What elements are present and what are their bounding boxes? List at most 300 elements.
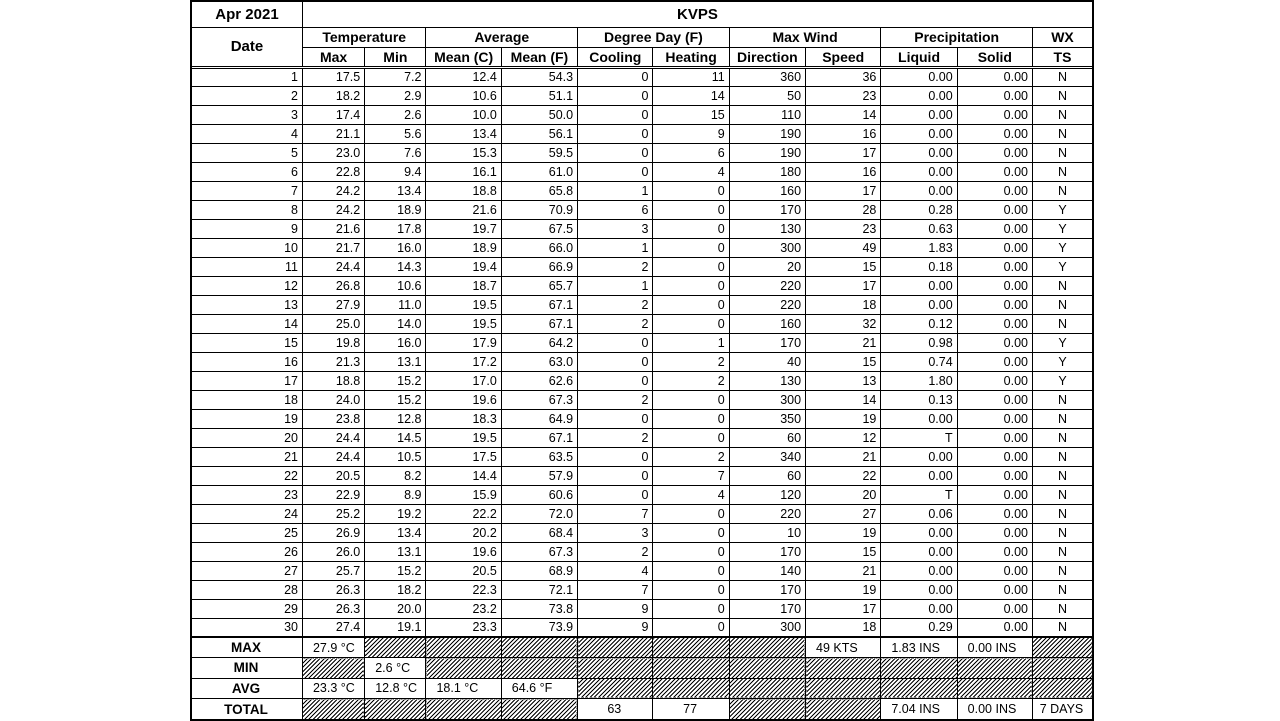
wind-speed-cell: 19 xyxy=(806,409,881,428)
mean-f-cell: 67.1 xyxy=(501,428,577,447)
ts-cell: N xyxy=(1032,542,1092,561)
cooling-cell: 0 xyxy=(578,447,653,466)
temp-min-cell: 5.6 xyxy=(365,124,426,143)
mean-c-cell: 23.3 xyxy=(426,618,501,637)
total-liquid: 7.04 INS xyxy=(881,699,957,720)
liquid-header: Liquid xyxy=(881,47,957,67)
solid-cell: 0.00 xyxy=(957,390,1032,409)
table-row xyxy=(192,390,1092,409)
cooling-cell: 0 xyxy=(578,371,653,390)
hatched-cell xyxy=(426,637,501,658)
ts-cell: N xyxy=(1032,618,1092,637)
hatched-cell xyxy=(957,678,1032,699)
mean-f-cell: 66.9 xyxy=(501,257,577,276)
temp-min-cell: 14.5 xyxy=(365,428,426,447)
total-summary-label: TOTAL xyxy=(192,699,302,720)
ts-cell: N xyxy=(1032,314,1092,333)
date-cell: 6 xyxy=(192,162,302,181)
table-row xyxy=(192,276,1092,295)
temp-min-cell: 8.2 xyxy=(365,466,426,485)
max-liquid: 1.83 INS xyxy=(881,637,957,658)
mean-f-cell: 67.3 xyxy=(501,390,577,409)
temp-max-cell: 19.8 xyxy=(302,333,364,352)
max-temp-max: 27.9 °C xyxy=(302,637,364,658)
temp-max-cell: 25.2 xyxy=(302,504,364,523)
temp-min-cell: 10.5 xyxy=(365,447,426,466)
wind-direction-cell: 170 xyxy=(729,542,805,561)
date-cell: 28 xyxy=(192,580,302,599)
table-row xyxy=(192,295,1092,314)
date-cell: 29 xyxy=(192,599,302,618)
heating-cell: 14 xyxy=(653,86,729,105)
temp-min-cell: 13.1 xyxy=(365,542,426,561)
temp-min-cell: 11.0 xyxy=(365,295,426,314)
wind-speed-cell: 27 xyxy=(806,504,881,523)
date-cell: 27 xyxy=(192,561,302,580)
temp-min-cell: 20.0 xyxy=(365,599,426,618)
mean-c-cell: 23.2 xyxy=(426,599,501,618)
cooling-cell: 3 xyxy=(578,523,653,542)
mean-c-cell: 10.6 xyxy=(426,86,501,105)
avg-summary-label: AVG xyxy=(192,678,302,699)
hatched-cell xyxy=(426,658,501,679)
mean-f-cell: 65.8 xyxy=(501,181,577,200)
temp-max-cell: 21.6 xyxy=(302,219,364,238)
liquid-cell: 0.00 xyxy=(881,447,957,466)
wind-speed-cell: 17 xyxy=(806,276,881,295)
cooling-cell: 1 xyxy=(578,181,653,200)
liquid-cell: 0.00 xyxy=(881,523,957,542)
liquid-cell: 0.00 xyxy=(881,67,957,86)
heating-cell: 15 xyxy=(653,105,729,124)
liquid-cell: 0.29 xyxy=(881,618,957,637)
heating-header: Heating xyxy=(653,47,729,67)
liquid-cell: 1.80 xyxy=(881,371,957,390)
cooling-cell: 7 xyxy=(578,504,653,523)
mean-c-cell: 17.5 xyxy=(426,447,501,466)
wind-speed-cell: 19 xyxy=(806,523,881,542)
date-cell: 13 xyxy=(192,295,302,314)
temp-min-cell: 18.9 xyxy=(365,200,426,219)
cooling-cell: 7 xyxy=(578,580,653,599)
wind-speed-cell: 16 xyxy=(806,124,881,143)
total-cooling: 63 xyxy=(578,699,653,720)
wind-speed-cell: 23 xyxy=(806,86,881,105)
mean-f-cell: 61.0 xyxy=(501,162,577,181)
mean-c-cell: 19.5 xyxy=(426,314,501,333)
total-heating: 77 xyxy=(653,699,729,720)
ts-cell: N xyxy=(1032,504,1092,523)
solid-cell: 0.00 xyxy=(957,143,1032,162)
wind-speed-cell: 20 xyxy=(806,485,881,504)
temp-max-cell: 27.9 xyxy=(302,295,364,314)
wind-direction-cell: 220 xyxy=(729,295,805,314)
wind-direction-cell: 40 xyxy=(729,352,805,371)
date-cell: 3 xyxy=(192,105,302,124)
heating-cell: 0 xyxy=(653,542,729,561)
solid-cell: 0.00 xyxy=(957,599,1032,618)
table-row xyxy=(192,542,1092,561)
heating-cell: 0 xyxy=(653,295,729,314)
table-row xyxy=(192,333,1092,352)
wind-direction-cell: 160 xyxy=(729,181,805,200)
liquid-cell: 0.00 xyxy=(881,124,957,143)
wind-direction-cell: 170 xyxy=(729,333,805,352)
heating-cell: 0 xyxy=(653,618,729,637)
wind-direction-cell: 160 xyxy=(729,314,805,333)
mean-f-cell: 56.1 xyxy=(501,124,577,143)
temp-min-cell: 19.1 xyxy=(365,618,426,637)
table-row xyxy=(192,466,1092,485)
temp-min-cell: 17.8 xyxy=(365,219,426,238)
liquid-cell: 0.00 xyxy=(881,86,957,105)
wind-speed-cell: 19 xyxy=(806,580,881,599)
hatched-cell xyxy=(578,678,653,699)
solid-cell: 0.00 xyxy=(957,67,1032,86)
cooling-cell: 4 xyxy=(578,561,653,580)
wind-direction-cell: 60 xyxy=(729,428,805,447)
liquid-cell: 0.00 xyxy=(881,295,957,314)
date-cell: 24 xyxy=(192,504,302,523)
summary-rows xyxy=(192,637,1092,719)
wind-speed-cell: 32 xyxy=(806,314,881,333)
solid-cell: 0.00 xyxy=(957,162,1032,181)
mean-c-cell: 15.9 xyxy=(426,485,501,504)
temp-max-cell: 26.3 xyxy=(302,599,364,618)
wind-direction-cell: 170 xyxy=(729,599,805,618)
cooling-cell: 1 xyxy=(578,238,653,257)
heating-cell: 0 xyxy=(653,238,729,257)
cooling-cell: 0 xyxy=(578,105,653,124)
cooling-cell: 9 xyxy=(578,599,653,618)
liquid-cell: 0.98 xyxy=(881,333,957,352)
hatched-cell xyxy=(501,637,577,658)
date-cell: 5 xyxy=(192,143,302,162)
ts-cell: Y xyxy=(1032,352,1092,371)
date-cell: 15 xyxy=(192,333,302,352)
liquid-cell: 0.00 xyxy=(881,143,957,162)
solid-cell: 0.00 xyxy=(957,447,1032,466)
solid-cell: 0.00 xyxy=(957,314,1032,333)
hatched-cell xyxy=(806,658,881,679)
date-cell: 8 xyxy=(192,200,302,219)
wind-speed-cell: 21 xyxy=(806,447,881,466)
temp-max-cell: 24.4 xyxy=(302,447,364,466)
wind-direction-cell: 220 xyxy=(729,504,805,523)
cooling-cell: 2 xyxy=(578,428,653,447)
wind-direction-cell: 220 xyxy=(729,276,805,295)
cooling-cell: 2 xyxy=(578,295,653,314)
mean-f-cell: 57.9 xyxy=(501,466,577,485)
table-row xyxy=(192,200,1092,219)
table-row xyxy=(192,143,1092,162)
hatched-cell xyxy=(806,699,881,720)
hatched-cell xyxy=(729,637,805,658)
total-ts-days: 7 DAYS xyxy=(1032,699,1092,720)
wind-speed-cell: 18 xyxy=(806,618,881,637)
wind-direction-cell: 110 xyxy=(729,105,805,124)
solid-header: Solid xyxy=(957,47,1032,67)
cooling-cell: 9 xyxy=(578,618,653,637)
direction-header: Direction xyxy=(729,47,805,67)
mean-f-cell: 73.8 xyxy=(501,599,577,618)
heating-cell: 0 xyxy=(653,219,729,238)
heating-cell: 0 xyxy=(653,314,729,333)
hatched-cell xyxy=(653,637,729,658)
solid-cell: 0.00 xyxy=(957,200,1032,219)
solid-cell: 0.00 xyxy=(957,542,1032,561)
ts-cell: N xyxy=(1032,447,1092,466)
cooling-cell: 3 xyxy=(578,219,653,238)
temp-min-cell: 14.3 xyxy=(365,257,426,276)
date-cell: 16 xyxy=(192,352,302,371)
mean-f-cell: 72.1 xyxy=(501,580,577,599)
cooling-cell: 0 xyxy=(578,333,653,352)
table-row xyxy=(192,67,1092,86)
cooling-cell: 2 xyxy=(578,257,653,276)
cooling-cell: 1 xyxy=(578,276,653,295)
ts-cell: N xyxy=(1032,599,1092,618)
mean-f-cell: 70.9 xyxy=(501,200,577,219)
avg-summary-row xyxy=(192,678,1092,699)
heating-cell: 0 xyxy=(653,599,729,618)
wind-direction-cell: 180 xyxy=(729,162,805,181)
mean-f-cell: 63.5 xyxy=(501,447,577,466)
liquid-cell: 0.63 xyxy=(881,219,957,238)
mean-f-cell: 54.3 xyxy=(501,67,577,86)
ts-cell: N xyxy=(1032,181,1092,200)
table-row xyxy=(192,371,1092,390)
table-row xyxy=(192,162,1092,181)
heating-cell: 0 xyxy=(653,561,729,580)
solid-cell: 0.00 xyxy=(957,409,1032,428)
mean-f-cell: 73.9 xyxy=(501,618,577,637)
temp-max-cell: 23.0 xyxy=(302,143,364,162)
date-cell: 26 xyxy=(192,542,302,561)
ts-cell: Y xyxy=(1032,219,1092,238)
wind-speed-cell: 14 xyxy=(806,105,881,124)
ts-cell: N xyxy=(1032,67,1092,86)
heating-cell: 0 xyxy=(653,200,729,219)
mean-c-cell: 19.4 xyxy=(426,257,501,276)
avg-mean-f: 64.6 °F xyxy=(501,678,577,699)
temp-max-cell: 24.2 xyxy=(302,181,364,200)
hatched-cell xyxy=(578,658,653,679)
temp-min-cell: 9.4 xyxy=(365,162,426,181)
mean-c-cell: 18.3 xyxy=(426,409,501,428)
heating-cell: 9 xyxy=(653,124,729,143)
avg-temp-min: 12.8 °C xyxy=(365,678,426,699)
solid-cell: 0.00 xyxy=(957,295,1032,314)
date-cell: 17 xyxy=(192,371,302,390)
temp-max-cell: 26.8 xyxy=(302,276,364,295)
ts-cell: N xyxy=(1032,390,1092,409)
heating-cell: 0 xyxy=(653,276,729,295)
mean-f-cell: 60.6 xyxy=(501,485,577,504)
max-wind-header: Max Wind xyxy=(729,27,881,47)
liquid-cell: 0.00 xyxy=(881,162,957,181)
max-solid: 0.00 INS xyxy=(957,637,1032,658)
liquid-cell: 0.74 xyxy=(881,352,957,371)
temp-max-cell: 24.4 xyxy=(302,257,364,276)
max-summary-row xyxy=(192,637,1092,658)
heating-cell: 11 xyxy=(653,67,729,86)
temp-max-cell: 20.5 xyxy=(302,466,364,485)
temp-max-cell: 24.0 xyxy=(302,390,364,409)
liquid-cell: T xyxy=(881,428,957,447)
mean-c-cell: 17.2 xyxy=(426,352,501,371)
temp-min-cell: 16.0 xyxy=(365,238,426,257)
solid-cell: 0.00 xyxy=(957,333,1032,352)
table-row xyxy=(192,105,1092,124)
hatched-cell xyxy=(729,658,805,679)
temp-min-cell: 12.8 xyxy=(365,409,426,428)
liquid-cell: 0.00 xyxy=(881,561,957,580)
mean-c-cell: 22.3 xyxy=(426,580,501,599)
solid-cell: 0.00 xyxy=(957,238,1032,257)
min-summary-label: MIN xyxy=(192,658,302,679)
temp-min-cell: 18.2 xyxy=(365,580,426,599)
liquid-cell: 0.00 xyxy=(881,580,957,599)
wind-speed-cell: 15 xyxy=(806,352,881,371)
solid-cell: 0.00 xyxy=(957,86,1032,105)
temp-max-cell: 17.5 xyxy=(302,67,364,86)
heating-cell: 4 xyxy=(653,485,729,504)
wx-header: WX xyxy=(1032,27,1092,47)
solid-cell: 0.00 xyxy=(957,276,1032,295)
temp-max-cell: 18.8 xyxy=(302,371,364,390)
cooling-cell: 0 xyxy=(578,124,653,143)
speed-header: Speed xyxy=(806,47,881,67)
mean-c-cell: 13.4 xyxy=(426,124,501,143)
max-wind-speed: 49 KTS xyxy=(806,637,881,658)
hatched-cell xyxy=(365,699,426,720)
liquid-cell: 0.00 xyxy=(881,466,957,485)
mean-f-cell: 59.5 xyxy=(501,143,577,162)
heating-cell: 0 xyxy=(653,504,729,523)
mean-c-cell: 18.7 xyxy=(426,276,501,295)
heating-cell: 1 xyxy=(653,333,729,352)
ts-cell: N xyxy=(1032,561,1092,580)
liquid-cell: 0.06 xyxy=(881,504,957,523)
hatched-cell xyxy=(578,637,653,658)
hatched-cell xyxy=(365,637,426,658)
temp-min-cell: 14.0 xyxy=(365,314,426,333)
wind-speed-cell: 15 xyxy=(806,542,881,561)
date-cell: 25 xyxy=(192,523,302,542)
temp-max-cell: 21.7 xyxy=(302,238,364,257)
date-cell: 20 xyxy=(192,428,302,447)
mean-c-cell: 19.7 xyxy=(426,219,501,238)
hatched-cell xyxy=(729,699,805,720)
station-id: KVPS xyxy=(302,2,1092,27)
table-row xyxy=(192,485,1092,504)
liquid-cell: 1.83 xyxy=(881,238,957,257)
temp-max-cell: 24.2 xyxy=(302,200,364,219)
wind-direction-cell: 340 xyxy=(729,447,805,466)
temp-min-cell: 8.9 xyxy=(365,485,426,504)
temp-max-cell: 25.0 xyxy=(302,314,364,333)
mean-f-cell: 51.1 xyxy=(501,86,577,105)
mean-c-cell: 19.6 xyxy=(426,542,501,561)
wind-direction-cell: 170 xyxy=(729,580,805,599)
min-summary-row xyxy=(192,658,1092,679)
hatched-cell xyxy=(501,658,577,679)
mean-c-cell: 15.3 xyxy=(426,143,501,162)
mean-c-cell: 20.2 xyxy=(426,523,501,542)
hatched-cell xyxy=(1032,658,1092,679)
mean-c-cell: 19.6 xyxy=(426,390,501,409)
hatched-cell xyxy=(653,658,729,679)
mean-f-cell: 62.6 xyxy=(501,371,577,390)
ts-cell: N xyxy=(1032,124,1092,143)
climate-report-table xyxy=(190,0,1094,721)
heating-cell: 2 xyxy=(653,371,729,390)
liquid-cell: 0.13 xyxy=(881,390,957,409)
liquid-cell: 0.00 xyxy=(881,409,957,428)
date-cell: 7 xyxy=(192,181,302,200)
ts-cell: N xyxy=(1032,162,1092,181)
table-row xyxy=(192,181,1092,200)
date-cell: 30 xyxy=(192,618,302,637)
temp-max-cell: 27.4 xyxy=(302,618,364,637)
wind-direction-cell: 130 xyxy=(729,371,805,390)
mean-f-cell: 65.7 xyxy=(501,276,577,295)
date-cell: 21 xyxy=(192,447,302,466)
wind-speed-cell: 16 xyxy=(806,162,881,181)
table-row xyxy=(192,124,1092,143)
wind-speed-cell: 23 xyxy=(806,219,881,238)
ts-cell: Y xyxy=(1032,238,1092,257)
temp-max-cell: 21.1 xyxy=(302,124,364,143)
date-cell: 19 xyxy=(192,409,302,428)
hatched-cell xyxy=(729,678,805,699)
table-row xyxy=(192,428,1092,447)
wind-speed-cell: 17 xyxy=(806,599,881,618)
solid-cell: 0.00 xyxy=(957,219,1032,238)
wind-speed-cell: 22 xyxy=(806,466,881,485)
mean-c-cell: 17.0 xyxy=(426,371,501,390)
date-header: Date xyxy=(192,27,302,67)
date-cell: 11 xyxy=(192,257,302,276)
mean-c-cell: 10.0 xyxy=(426,105,501,124)
hatched-cell xyxy=(653,678,729,699)
solid-cell: 0.00 xyxy=(957,371,1032,390)
degree-day-header: Degree Day (F) xyxy=(578,27,730,47)
ts-cell: N xyxy=(1032,105,1092,124)
solid-cell: 0.00 xyxy=(957,580,1032,599)
heating-cell: 6 xyxy=(653,143,729,162)
hatched-cell xyxy=(1032,637,1092,658)
wind-speed-cell: 36 xyxy=(806,67,881,86)
mean-f-cell: 68.9 xyxy=(501,561,577,580)
cooling-cell: 0 xyxy=(578,485,653,504)
ts-header: TS xyxy=(1053,48,1072,65)
date-cell: 12 xyxy=(192,276,302,295)
temp-min-cell: 13.4 xyxy=(365,523,426,542)
daily-rows xyxy=(192,67,1092,637)
wind-direction-cell: 360 xyxy=(729,67,805,86)
temp-min-cell: 7.6 xyxy=(365,143,426,162)
heating-cell: 2 xyxy=(653,352,729,371)
ts-cell: N xyxy=(1032,485,1092,504)
mean-f-cell: 68.4 xyxy=(501,523,577,542)
cooling-cell: 2 xyxy=(578,390,653,409)
date-cell: 1 xyxy=(192,67,302,86)
mean-f-cell: 72.0 xyxy=(501,504,577,523)
date-cell: 9 xyxy=(192,219,302,238)
solid-cell: 0.00 xyxy=(957,561,1032,580)
